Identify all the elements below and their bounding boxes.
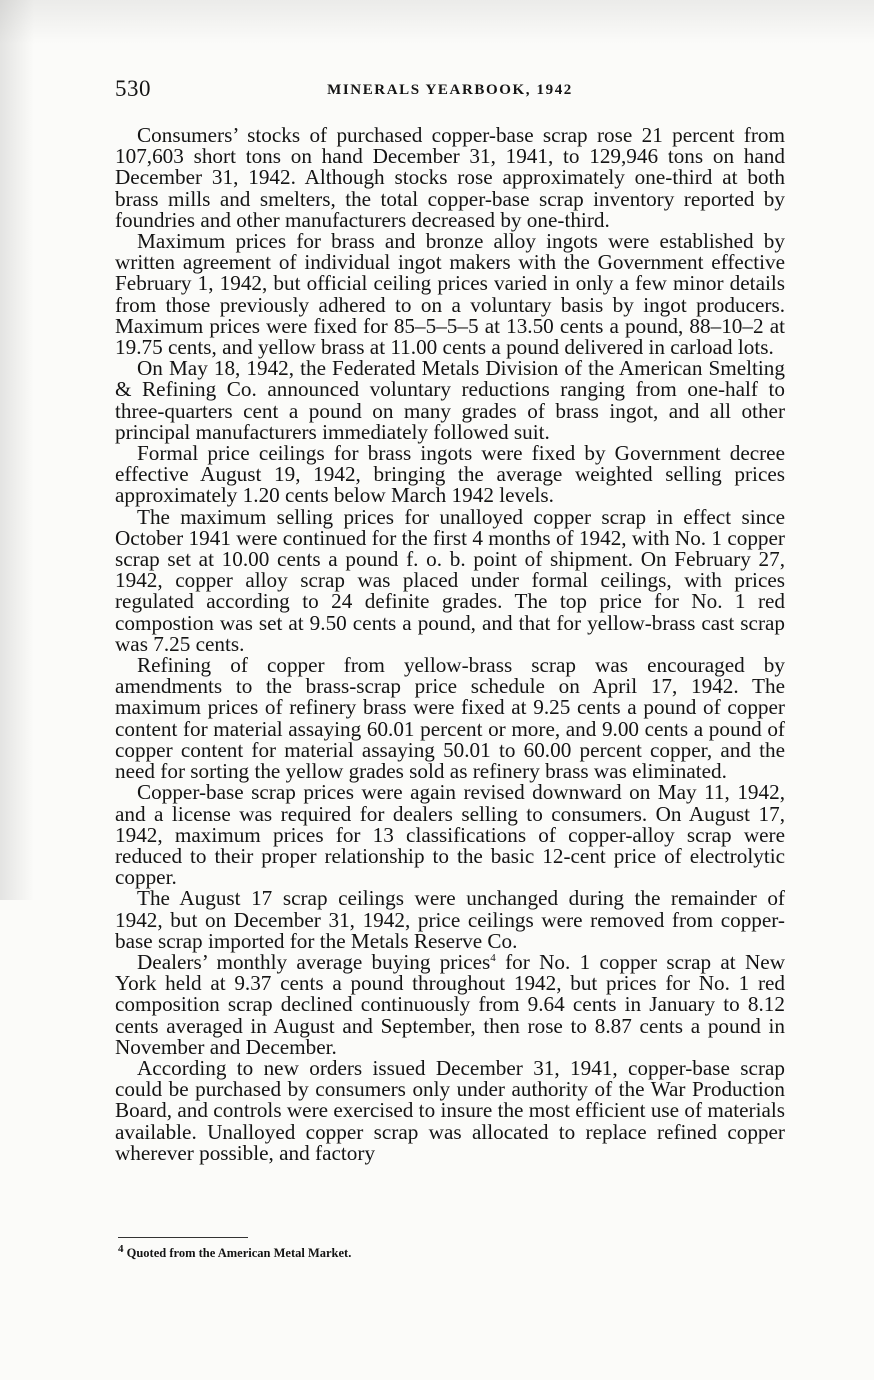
paragraph: Copper-base scrap prices were again revised downward on May 11, 1942, and a license was required for dealers selling to consumers. On August 17, 1942, maximum prices for 13 classifications of copper-alloy scrap were reduced to their proper relationship to the basic 12-cent price of electrolytic copper. bbox=[115, 780, 785, 890]
paragraph: According to new orders issued December 31, 1941, copper-base scrap could be purchased by consumers only under authority of the War Production Board, and controls were exercised to insure the most efficient use of materials available. Unalloyed copper scrap was allocated to replace refined copper wherever possible, and factory bbox=[115, 1055, 785, 1165]
footnote-marker: 4 bbox=[118, 1242, 124, 1255]
scan-edge-shadow-top bbox=[0, 0, 874, 44]
body-text bbox=[115, 125, 785, 1164]
paragraph-text: for No. 1 copper scrap at New York held at 9.37 cents a pound throughout 1942, but prices for No. 1 red composition scrap declined continuously from 9.64 cents in January to 8.12 cents averaged in August and September, then rose to 8.87 cents a pound in November and December. bbox=[115, 949, 785, 1059]
paragraph: Refining of copper from yellow-brass scrap was encouraged by amendments to the brass-scrap price schedule on April 17, 1942. The maximum prices of refinery brass were fixed at 9.25 cents a pound of copper content for material assaying 60.01 percent or more, and 9.00 cents a pound of copper content for material assaying 50.01 to 60.00 percent copper, and the need for sorting the yellow grades sold as refinery brass was eliminated. bbox=[115, 653, 785, 784]
paragraph-text: Dealers’ monthly average buying prices bbox=[137, 949, 491, 974]
paragraph: Formal price ceilings for brass ingots were fixed by Government decree effective August 19, 1942, bringing the average weighted selling prices approximately 1.20 cents below March 1942 levels. bbox=[115, 441, 785, 508]
paragraph: Consumers’ stocks of purchased copper-base scrap rose 21 percent from 107,603 short tons on hand December 31, 1941, to 129,946 tons on hand December 31, 1942. Although stocks rose approximately one-third at both brass mills and smelters, the total copper-base scrap inventory reported by foundries and other manufacturers decreased by one-third. bbox=[115, 123, 785, 232]
footnote-text: Quoted from the American Metal Market. bbox=[123, 1246, 352, 1260]
page-header bbox=[115, 76, 785, 108]
paragraph: Maximum prices for brass and bronze alloy ingots were established by written agreement of individual ingot makers with the Government effective February 1, 1942, but official ceiling prices varied in only a few minor details from those previously adhered to on a voluntary basis by ingot producers. Maximum prices were fixed for 85–5–5–5 at 13.50 cents a pound, 88–10–2 at 19.75 cents, and yellow brass at 11.00 cents a pound delivered in carload lots. bbox=[115, 229, 785, 360]
paragraph: The maximum selling prices for unalloyed copper scrap in effect since October 1941 were continued for the first 4 months of 1942, with No. 1 copper scrap set at 10.00 cents a pound f. o. b. point of shipment. On February 27, 1942, copper alloy scrap was placed under formal ceilings, with prices regulated according to 24 definite grades. The top price for No. 1 red compostion was set at 9.50 cents a pound, and that for yellow-brass cast scrap was 7.25 cents. bbox=[115, 504, 785, 656]
scan-edge-shadow-left bbox=[0, 0, 34, 900]
footnote-reference[interactable]: 4 bbox=[490, 951, 496, 964]
footnote-divider bbox=[118, 1237, 248, 1238]
running-title: MINERALS YEARBOOK, 1942 bbox=[327, 82, 573, 98]
paragraph-with-footnote-ref bbox=[115, 949, 785, 1059]
paragraph: The August 17 scrap ceilings were unchanged during the remainder of 1942, but on December 31, 1942, price ceilings were removed from copper-base scrap imported for the Metals Reserve Co. bbox=[115, 886, 785, 953]
paragraph: On May 18, 1942, the Federated Metals Division of the American Smelting & Refining Co. announced voluntary reductions ranging from one-half to three-quarters cent a pound on many grades of brass ingot, and all other principal manufacturers immediately followed suit. bbox=[115, 356, 785, 444]
footnote bbox=[118, 1242, 618, 1261]
page-number: 530 bbox=[115, 76, 151, 101]
